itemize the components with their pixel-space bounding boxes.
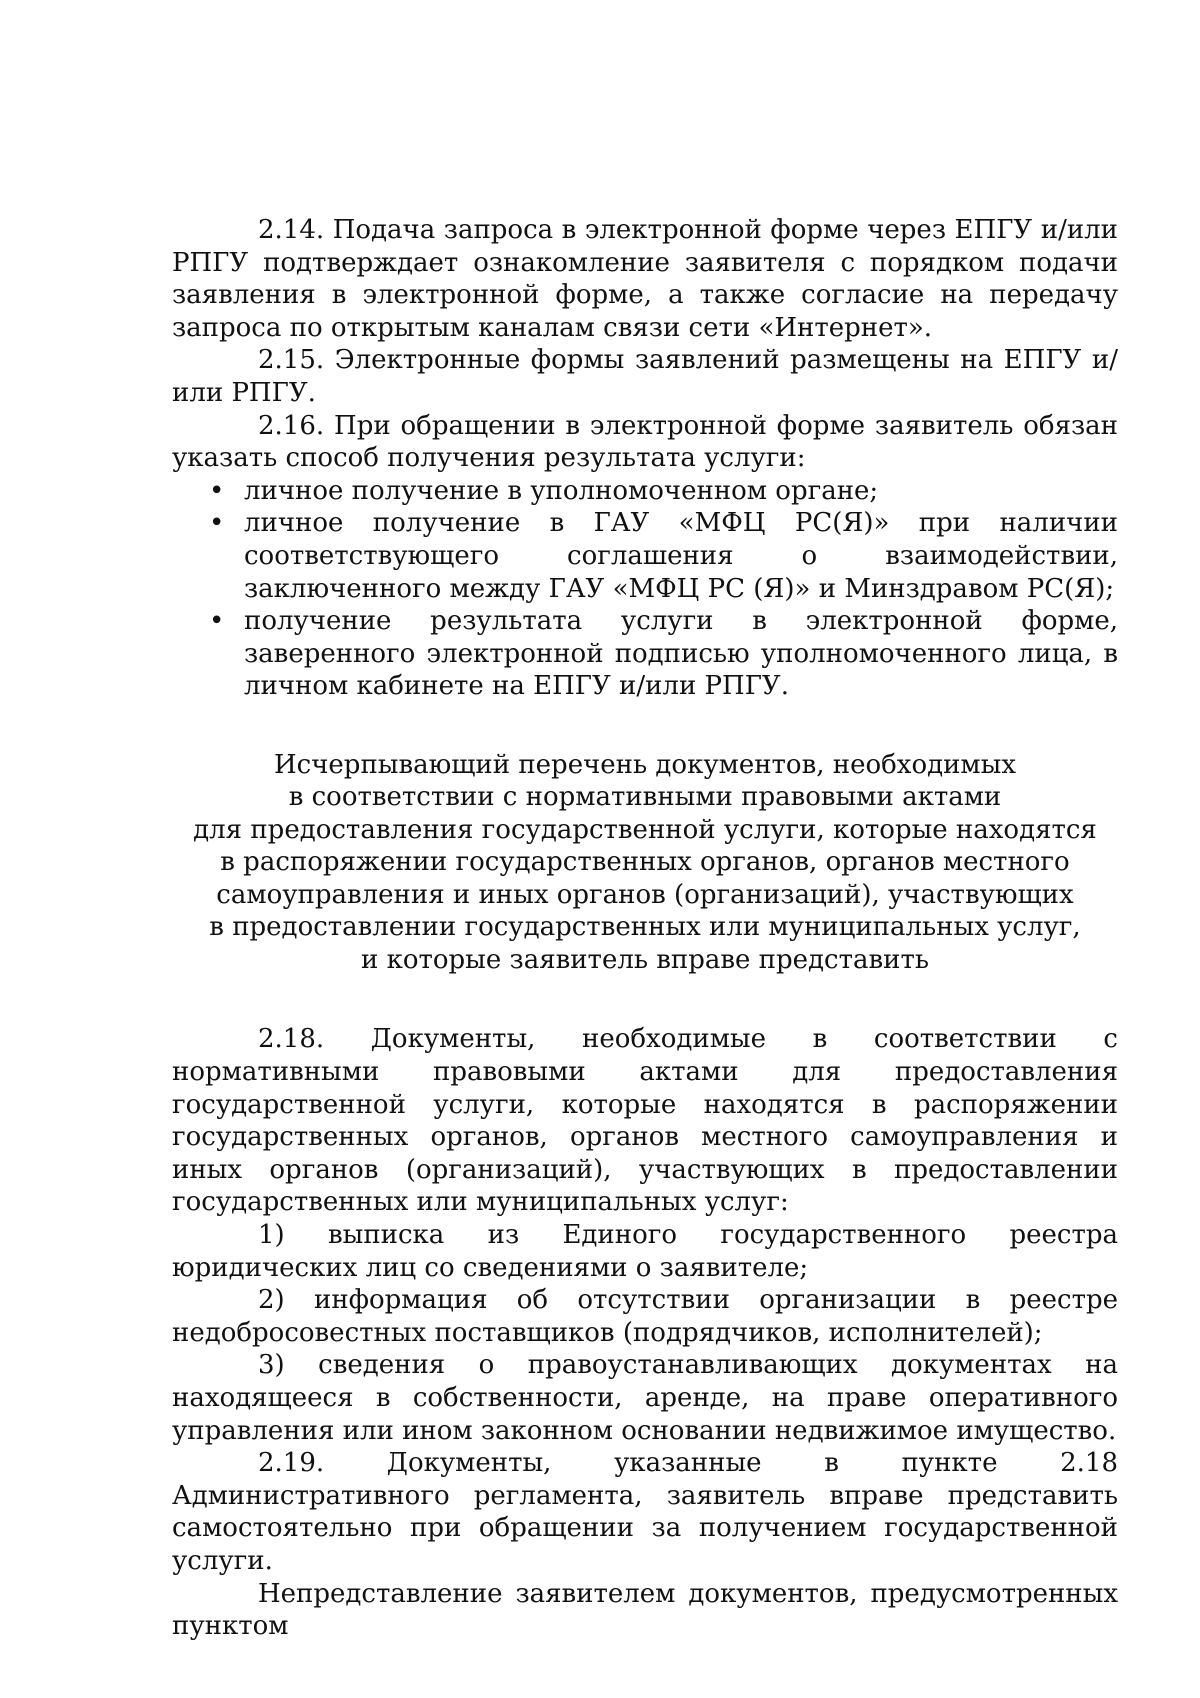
paragraph-non-submission: Непредставление заявителем документов, предусмотренных пунктом [172,1578,1118,1642]
section-heading-line: Исчерпывающий перечень документов, необходимых [273,749,1017,780]
section-heading-line: в распоряжении государственных органов, органов местного [220,847,1070,878]
paragraph-2-14: 2.14. Подача запроса в электронной форме через ЕПГУ и/или РПГУ подтверждает ознакомление заявителя с порядком подачи заявления в электронной форме, а также согласие на передачу запроса по открытым каналам связи сети «Интернет». [172,215,1118,343]
paragraph-2-16: 2.16. При обращении в электронной форме заявитель обязан указать способ получения результата услуги: [172,410,1118,474]
paragraph-2-15: 2.15. Электронные формы заявлений размещены на ЕПГУ и/или РПГУ. [172,345,1118,408]
paragraph-2-18: 2.18. Документы, необходимые в соответствии с нормативными правовыми актами для предоставления государственной услуги, которые находятся в распоряжении государственных органов, органов местного самоуправления и иных органов (организаций), участвующих в предоставлении государственных или муниципальных услуг: [172,1024,1118,1218]
paragraph-2-18-item-1: 1) выписка из Единого государственного реестра юридических лиц со сведениями о заявителе; [172,1219,1118,1283]
spacer [172,976,1118,1023]
section-heading-line: и которые заявитель вправе представить [360,944,929,975]
section-heading-line: самоуправления и иных органов (организаций), участвующих [216,879,1074,910]
document-page [172,214,1118,1643]
paragraph-2-18-item-2: 2) информация об отсутствии организации в реестре недобросовестных поставщиков (подрядчиков, исполнителей); [172,1285,1118,1348]
result-methods-list [172,475,1118,703]
paragraph-2-19: 2.19. Документы, указанные в пункте 2.18 Административного регламента, заявитель вправе представить самостоятельно при обращении за получением государственной услуги. [172,1448,1118,1576]
section-heading-line: в соответствии с нормативными правовыми актами [288,782,1002,813]
paragraph-2-18-item-3: 3) сведения о правоустанавливающих документах на находящееся в собственности, аренде, на праве оперативного управления или ином законном основании недвижимое имущество. [172,1350,1118,1446]
list-item: • личное получение в ГАУ «МФЦ РС(Я)» при наличии соответствующего соглашения о взаимодействии, заключенного между ГАУ «МФЦ РС (Я)» и Минздравом РС(Я); [172,507,1118,605]
section-heading [172,749,1118,977]
section-heading-line: для предоставления государственной услуги, которые находятся [193,814,1097,845]
list-item: • получение результата услуги в электронной форме, заверенного электронной подписью уполномоченного лица, в личном кабинете на ЕПГУ и/или РПГУ. [172,605,1118,703]
section-heading-line: в предоставлении государственных или муниципальных услуг, [209,912,1081,943]
list-item: • личное получение в уполномоченном органе; [172,475,1118,508]
